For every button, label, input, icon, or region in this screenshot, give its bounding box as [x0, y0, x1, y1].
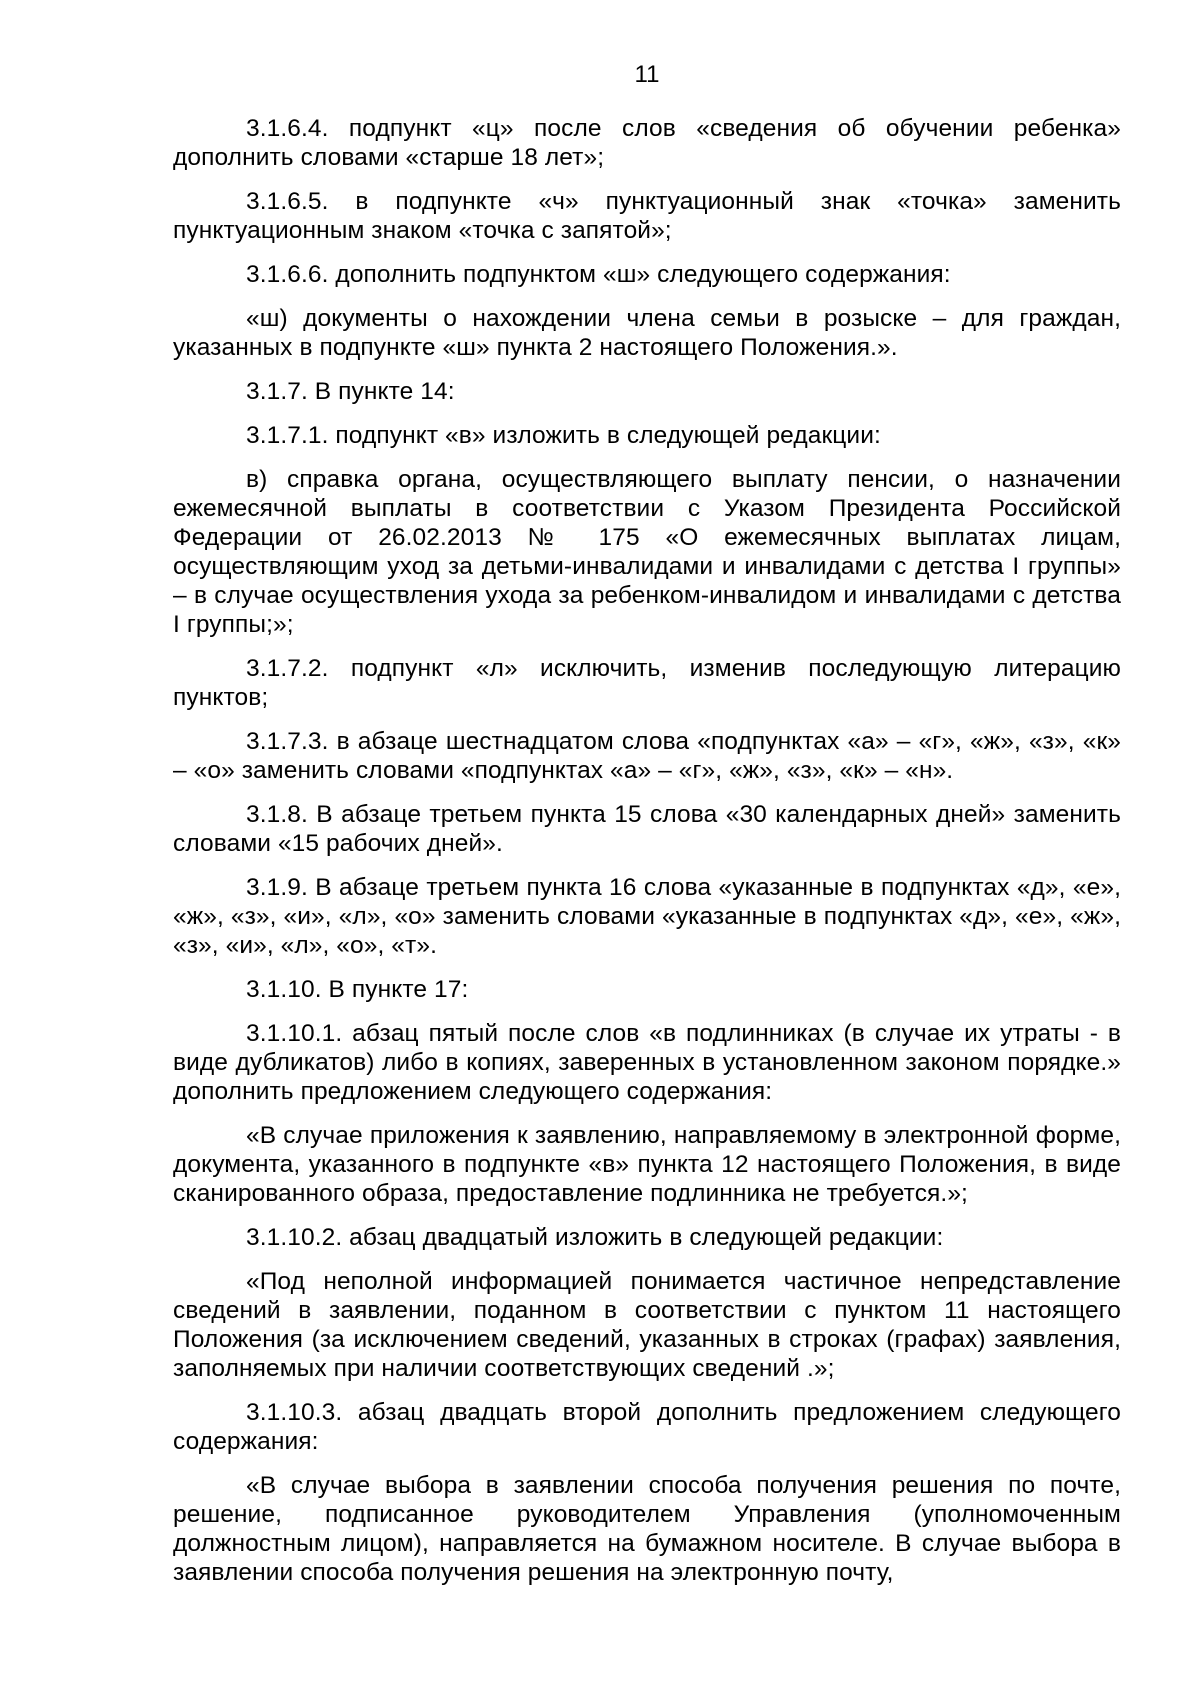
paragraph-3-1-7-1: 3.1.7.1. подпункт «в» изложить в следующей редакции:: [246, 422, 881, 449]
paragraph-3-1-10-3: 3.1.10.3. абзац двадцать второй дополнить предложением следующего содержания:: [173, 1399, 1121, 1455]
paragraph-3-1-10-1: 3.1.10.1. абзац пятый после слов «в подлинниках (в случае их утраты - в виде дубликатов) либо в копиях, заверенных в установленном законом порядке.» дополнить предложением следующего содержания:: [173, 1020, 1121, 1105]
paragraph-3-1-6-5: 3.1.6.5. в подпункте «ч» пунктуационный знак «точка» заменить пунктуационным знаком «точка с запятой»;: [173, 188, 1121, 244]
paragraph-3-1-7-2: 3.1.7.2. подпункт «л» исключить, изменив последующую литерацию пунктов;: [173, 655, 1121, 711]
paragraph-quote-sh: «ш) документы о нахождении члена семьи в розыске – для граждан, указанных в подпункте «ш» пункта 2 настоящего Положения.».: [173, 305, 1121, 361]
paragraph-quote-delivery: «В случае выбора в заявлении способа получения решения по почте, решение, подписанное руководителем Управления (уполномоченным должностным лицом), направляется на бумажном носителе. В случае выбора в заявлении способа получения решения на электронную почту,: [173, 1472, 1121, 1586]
paragraph-3-1-8: 3.1.8. В абзаце третьем пункта 15 слова «30 календарных дней» заменить словами «15 рабочих дней».: [173, 801, 1121, 857]
paragraph-3-1-7-3: 3.1.7.3. в абзаце шестнадцатом слова «подпунктах «а» – «г», «ж», «з», «к» – «о» заменить словами «подпунктах «а» – «г», «ж», «з», «к» – «н».: [173, 728, 1121, 784]
paragraph-3-1-9: 3.1.9. В абзаце третьем пункта 16 слова «указанные в подпунктах «д», «е», «ж», «з», «и», «л», «о» заменить словами «указанные в подпунктах «д», «е», «ж», «з», «и», «л», «о», «т».: [173, 874, 1121, 959]
page-number: 11: [634, 61, 660, 88]
paragraph-quote-scan: «В случае приложения к заявлению, направляемому в электронной форме, документа, указанного в подпункте «в» пункта 12 настоящего Положения, в виде сканированного образа, предоставление подлинника не требуется.»;: [173, 1122, 1121, 1207]
paragraph-3-1-10: 3.1.10. В пункте 17:: [246, 976, 469, 1003]
paragraph-3-1-6-6: 3.1.6.6. дополнить подпунктом «ш» следующего содержания:: [246, 261, 951, 288]
paragraph-quote-incomplete-info: «Под неполной информацией понимается частичное непредставление сведений в заявлении, поданном в соответствии с пунктом 11 настоящего Положения (за исключением сведений, указанных в строках (графах) заявления, заполняемых при наличии соответствующих сведений .»;: [173, 1268, 1121, 1382]
document-body: [173, 114, 1121, 1587]
paragraph-quote-v: в) справка органа, осуществляющего выплату пенсии, о назначении ежемесячной выплаты в соответствии с Указом Президента Российской Федерации от 26.02.2013 № 175 «О ежемесячных выплатах лицам, осуществляющим уход за детьми-инвалидами и инвалидами с детства I группы» – в случае осуществления ухода за ребенком-инвалидом и инвалидами с детства I группы;»;: [173, 466, 1121, 638]
paragraph-3-1-7: 3.1.7. В пункте 14:: [246, 378, 455, 405]
paragraph-3-1-10-2: 3.1.10.2. абзац двадцатый изложить в следующей редакции:: [246, 1224, 944, 1251]
paragraph-3-1-6-4: 3.1.6.4. подпункт «ц» после слов «сведения об обучении ребенка» дополнить словами «старше 18 лет»;: [173, 115, 1121, 171]
